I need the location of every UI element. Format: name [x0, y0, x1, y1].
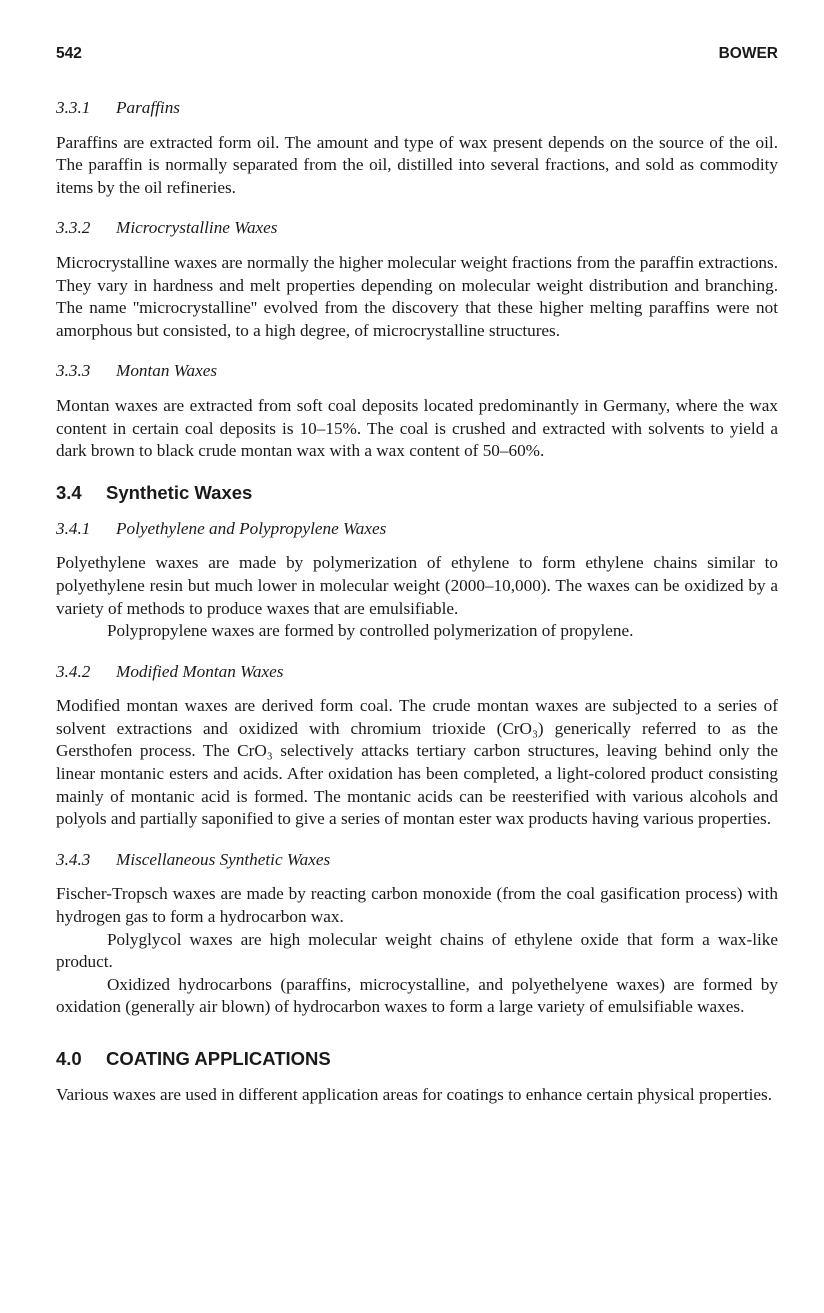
running-title: BOWER — [718, 45, 778, 62]
running-header — [56, 44, 778, 64]
section-title: COATING APPLICATIONS — [106, 1048, 331, 1069]
subsection-heading-montan — [56, 360, 778, 383]
subsection-number: 3.4.3 — [56, 849, 91, 869]
paragraph: Microcrystalline waxes are normally the higher molecular weight fractions from the paraffin extractions. They vary in hardness and melt properties depending on molecular weight distribution and branching. The name ''microcrystalline'' evolved from the discovery that these higher melting paraffins were not amorphous but consisted, to a high degree, of microcrystalline structures. — [56, 252, 778, 340]
section-number: 3.4 — [56, 481, 82, 503]
subsection-number: 3.4.2 — [56, 661, 91, 681]
subsection-number: 3.3.3 — [56, 361, 91, 381]
subsection-heading-miscellaneous — [56, 849, 778, 872]
subsection-title: Miscellaneous Synthetic Waxes — [116, 849, 331, 869]
subsection-heading-microcrystalline — [56, 217, 778, 240]
subsection-title: Paraffins — [116, 98, 180, 117]
paragraph: Montan waxes are extracted from soft coal deposits located predominantly in Germany, where the wax content in certain coal deposits is 10–15%. The coal is crushed and extracted with solvents to yield a dark brown to black crude montan wax with a wax content of 50–60%. — [56, 395, 778, 461]
paragraph: Modified montan waxes are derived form coal. The crude montan waxes are subjected to a series of solvent extractions and oxidized with chromium trioxide (CrO₃) generically referred to as the Gersthofen process. The CrO₃ selectively attacks tertiary carbon structures, leaving behind only the linear montanic esters and acids. After oxidation has been completed, a light-colored product consisting mainly of montanic acid is formed. The montanic acids can be reesterified with various alcohols and polyols and partially saponified to give a series of montan ester wax products having various properties. — [56, 696, 778, 829]
subsection-heading-polyethylene — [56, 518, 778, 541]
section-heading-synthetic-waxes — [56, 481, 778, 505]
subsection-title: Modified Montan Waxes — [116, 661, 284, 681]
subsection-heading-paraffins — [56, 97, 778, 120]
paragraph: Polyethylene waxes are made by polymerization of ethylene to form ethylene chains similar to polyethylene resin but much lower in molecular weight (2000–10,000). The waxes can be oxidized by a variety of methods to produce waxes that are emulsifiable. — [56, 553, 778, 618]
section-title: Synthetic Waxes — [106, 481, 253, 503]
subsection-number: 3.3.1 — [56, 98, 91, 117]
subsection-heading-modified-montan — [56, 661, 778, 684]
section-number: 4.0 — [56, 1048, 82, 1069]
paragraph: Polyglycol waxes are high molecular weight chains of ethylene oxide that form a wax-like product. — [56, 929, 778, 972]
paragraph: Oxidized hydrocarbons (paraffins, microcystalline, and polyethelyene waxes) are formed by oxidation (generally air blown) of hydrocarbon waxes to form a large variety of emulsifiable waxes. — [56, 974, 778, 1017]
paragraph: Various waxes are used in different application areas for coatings to enhance certain physical properties. — [56, 1085, 773, 1104]
subsection-number: 3.3.2 — [56, 218, 91, 238]
subsection-title: Microcrystalline Waxes — [116, 218, 278, 238]
subsection-number: 3.4.1 — [56, 518, 91, 538]
page — [56, 44, 778, 1125]
subsection-title: Polyethylene and Polypropylene Waxes — [116, 518, 387, 538]
page-number: 542 — [56, 45, 82, 62]
subsection-title: Montan Waxes — [116, 361, 218, 381]
section-heading-coating-applications — [56, 1047, 778, 1071]
paragraph: Polypropylene waxes are formed by controlled polymerization of propylene. — [107, 621, 634, 641]
paragraph: Paraffins are extracted form oil. The amount and type of wax present depends on the source of the oil. The paraffin is normally separated from the oil, distilled into several fractions, and sold as commodity items by the oil refineries. — [56, 132, 778, 197]
paragraph: Fischer-Tropsch waxes are made by reacting carbon monoxide (from the coal gasification process) with hydrogen gas to form a hydrocarbon wax. — [56, 884, 778, 927]
